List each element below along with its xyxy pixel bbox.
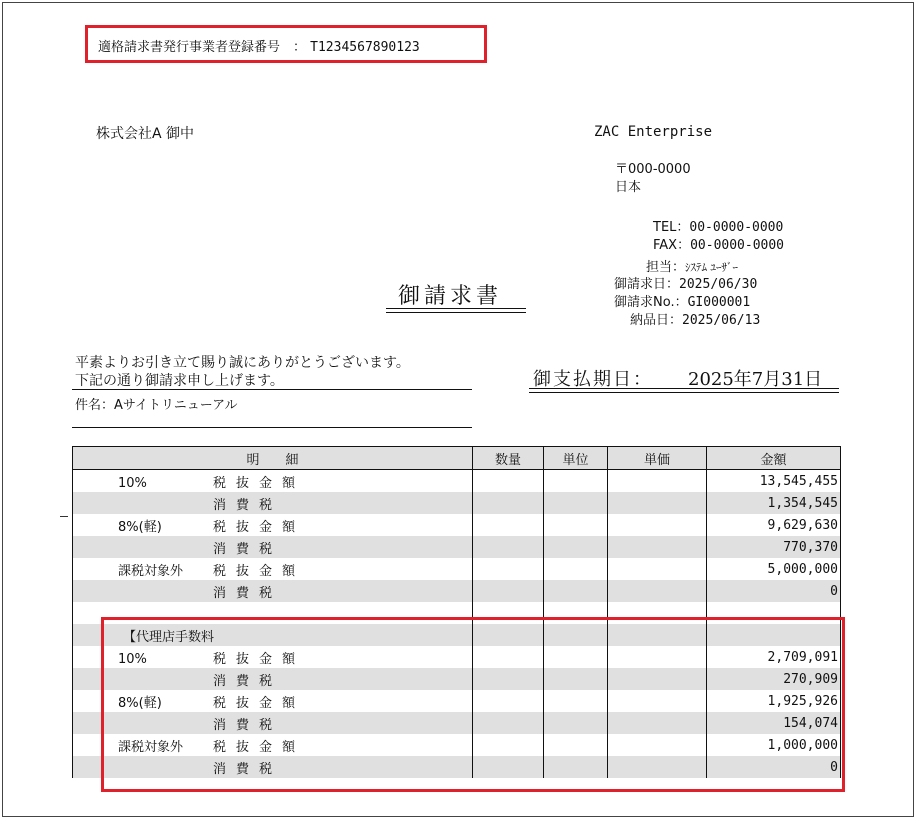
detail-cell: [73, 492, 473, 514]
header-quantity: 数量: [473, 447, 544, 470]
quantity-cell: [473, 580, 544, 602]
margin-dash: [60, 516, 68, 517]
line-item: 税抜金額: [213, 695, 306, 711]
person-value: ｼｽﾃﾑ ﾕｰｻﾞｰ: [685, 261, 739, 274]
line-item: 税抜金額: [213, 651, 306, 667]
bill-date-label: 御請求日：: [614, 277, 680, 292]
detail-cell: [73, 558, 473, 580]
detail-cell: [73, 514, 473, 536]
table-row: [73, 470, 841, 493]
greeting-underline: [72, 389, 472, 390]
unit-price-cell: [608, 536, 707, 558]
registration-label-text: 適格請求書発行事業者登録番号 ：: [98, 40, 307, 55]
delivery-date-value: 2025/06/13: [682, 313, 761, 328]
line-item: 税抜金額: [213, 563, 306, 579]
quantity-cell: [473, 492, 544, 514]
amount-cell: 270,909: [707, 668, 841, 690]
subject-underline: [72, 427, 472, 428]
tax-category: 8%(軽): [118, 519, 162, 535]
payment-due-underline: [529, 388, 839, 393]
header-unit: 単位: [544, 447, 608, 470]
unit-cell: [544, 580, 608, 602]
registration-label: [98, 36, 420, 55]
unit-cell: [544, 492, 608, 514]
unit-price-cell: [608, 514, 707, 536]
line-item: 消費税: [213, 541, 283, 557]
greeting-line-1: 平素よりお引き立て賜り誠にありがとうございます。: [75, 355, 410, 371]
bill-number-label: 御請求No.：: [614, 295, 688, 310]
section-heading: 【代理店手数料: [123, 629, 215, 645]
person-label: 担当：: [646, 260, 686, 275]
bill-number: [614, 291, 750, 310]
table-header-row: [73, 447, 841, 470]
amount-cell: 0: [707, 580, 841, 602]
amount-cell: 2,709,091: [707, 646, 841, 668]
amount-cell: 154,074: [707, 712, 841, 734]
detail-cell: [73, 536, 473, 558]
line-item: 消費税: [213, 761, 283, 777]
greeting-line-2: 下記の通り御請求申し上げます。: [75, 373, 284, 389]
agency-fee-highlight: [101, 617, 845, 792]
amount-cell: 1,354,545: [707, 492, 841, 514]
line-item: 消費税: [213, 717, 283, 733]
amount-cell: 13,545,455: [707, 470, 841, 493]
bill-date: [614, 273, 757, 292]
delivery-date-label: 納品日：: [630, 313, 683, 328]
table-row: [73, 514, 841, 536]
unit-cell: [544, 558, 608, 580]
payment-due-value: 2025年7月31日: [688, 369, 823, 390]
fax-label: FAX：: [653, 238, 691, 253]
quantity-cell: [473, 558, 544, 580]
bill-date-value: 2025/06/30: [679, 277, 758, 292]
amount-cell: 0: [707, 756, 841, 778]
line-item: 消費税: [213, 497, 283, 513]
issuer-tel: [653, 216, 783, 235]
registration-number: T1234567890123: [310, 40, 420, 55]
line-item: 税抜金額: [213, 739, 306, 755]
tax-category: 8%(軽): [118, 695, 162, 711]
tax-category: 10%: [118, 651, 147, 667]
payment-due-label: 御支払期日：: [533, 369, 653, 390]
quantity-cell: [473, 514, 544, 536]
title-underline: [386, 308, 526, 313]
unit-price-cell: [608, 558, 707, 580]
bill-number-value: GI000001: [687, 295, 751, 310]
issuer-fax: [653, 234, 784, 253]
unit-cell: [544, 470, 608, 493]
table-row: [73, 580, 841, 602]
issuer-postal: 〒000-0000: [615, 162, 691, 177]
quantity-cell: [473, 536, 544, 558]
line-item: 消費税: [213, 585, 283, 601]
unit-cell: [544, 514, 608, 536]
subject-line: 件名：Aサイトリニューアル: [75, 398, 238, 413]
delivery-date: [630, 309, 760, 328]
amount-cell: 770,370: [707, 536, 841, 558]
unit-cell: [544, 536, 608, 558]
recipient-name: 株式会社A 御中: [96, 126, 195, 142]
header-unit-price: 単価: [608, 447, 707, 470]
detail-cell: [73, 470, 473, 493]
document-title: 御請求書: [398, 284, 503, 309]
unit-price-cell: [608, 580, 707, 602]
table-row: [73, 536, 841, 558]
table-row: [73, 492, 841, 514]
line-item: 税抜金額: [213, 519, 306, 535]
detail-cell: [73, 580, 473, 602]
amount-cell: 1,925,926: [707, 690, 841, 712]
table-row: [73, 558, 841, 580]
tax-category: 10%: [118, 475, 147, 491]
unit-price-cell: [608, 470, 707, 493]
issuer-company: ZAC Enterprise: [594, 124, 713, 140]
tel-value: 00-0000-0000: [689, 220, 784, 235]
amount-cell: 9,629,630: [707, 514, 841, 536]
line-item: 税抜金額: [213, 475, 306, 491]
line-item: 消費税: [213, 673, 283, 689]
quantity-cell: [473, 470, 544, 493]
header-amount: 金額: [707, 447, 841, 470]
fax-value: 00-0000-0000: [690, 238, 785, 253]
tax-category: 課税対象外: [118, 563, 184, 579]
amount-cell: 1,000,000: [707, 734, 841, 756]
issuer-country: 日本: [615, 180, 642, 195]
tax-category: 課税対象外: [118, 739, 184, 755]
unit-price-cell: [608, 492, 707, 514]
header-detail: 明 細: [73, 447, 473, 470]
amount-cell: 5,000,000: [707, 558, 841, 580]
tel-label: TEL：: [653, 220, 690, 235]
